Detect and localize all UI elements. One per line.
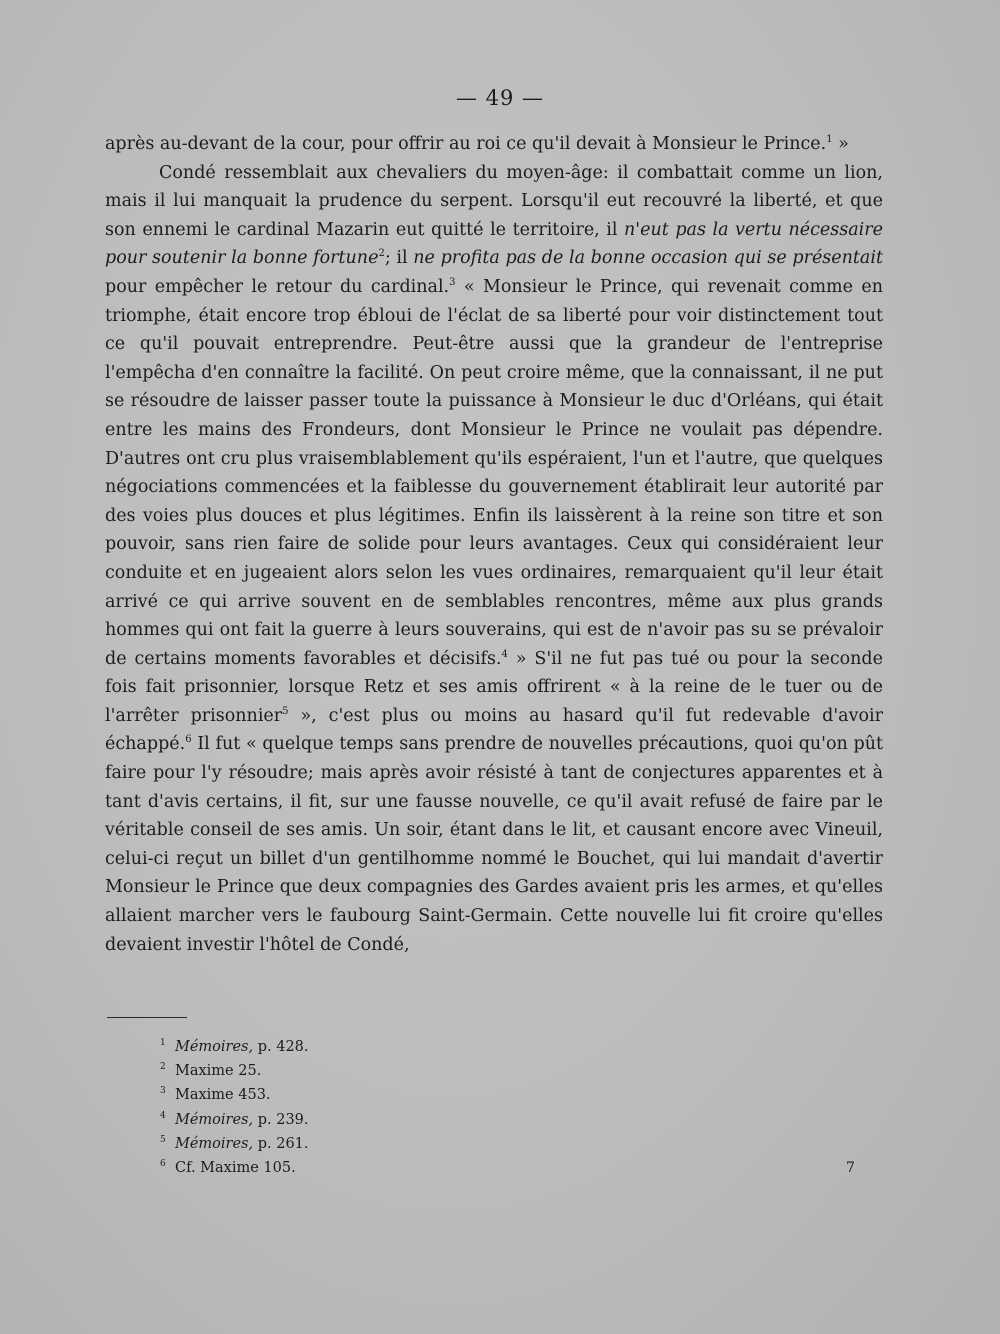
footnote-mark: 1 [160, 1038, 166, 1048]
footnote-text: p. 261. [253, 1135, 309, 1152]
footnote-source: Mémoires, [175, 1111, 254, 1128]
footnote-text: p. 428. [253, 1038, 309, 1055]
footnote-divider [107, 1017, 187, 1018]
printer-signature-mark: 7 [846, 1160, 855, 1176]
footnote-4 [160, 1106, 560, 1130]
paragraph-2 [105, 159, 883, 960]
text-run: » S'il ne fut pas tué ou pour la seconde fois fait prisonnier, lorsque Retz et ses amis offrirent « à la reine de le tuer ou de l'arrêter prisonnier [105, 648, 883, 726]
footnote-mark: 3 [160, 1086, 166, 1097]
footnote-mark: 6 [160, 1159, 166, 1170]
page-number: — 49 — [455, 86, 545, 110]
footnote-ref: 4 [501, 648, 508, 660]
text-run: ; il [384, 248, 414, 269]
footnote-text: Maxime 25. [175, 1063, 262, 1080]
text-run: « Monsieur le Prince, qui revenait comme en triomphe, était encore trop ébloui de l'éclat de sa liberté pour voir distinctement tout ce qu'il pouvait entreprendre. Peut-être aussi que la grandeur de l'entreprise l'empêcha d'en connaître la facilité. On peut croire même, que la connaissant, il ne put se résoudre de laisser passer toute la puissance à Monsieur le duc d'Orléans, qui était entre les mains des Frondeurs, dont Monsieur le Prince ne voulait pas dépendre. D'autres ont cru plus vraisemblablement qu'ils espéraient, l'un et l'autre, que quelques négociations commencées et la faiblesse du gouvernement établirait leur autorité par des voies plus douces et plus légitimes. Enfin ils laissèrent à la reine son titre et son pouvoir, sans rien faire de solide pour leurs avantages. Ceux qui considéraient leur conduite et en jugeaient alors selon les vues ordinaires, remarquaient qu'il leur était arrivé ce qui arrive souvent en de semblables rencontres, même aux plus grands hommes qui ont fait la guerre à leurs souverains, qui est de n'avoir pas su se prévaloir de certains moments favorables et décisifs. [105, 276, 883, 669]
body-text [105, 130, 883, 959]
text-run: Prince. [763, 134, 827, 154]
footnote-mark: 5 [160, 1134, 166, 1145]
paragraph-1 [105, 130, 883, 159]
footnote-source: Mémoires, [175, 1135, 254, 1152]
text-run: Condé ressemblait aux chevaliers du moyen-âge: il combattait comme un lion, mais il lui manquait la prudence du serpent. Lorsqu'il eut recouvré la liberté, et que son ennemi le cardinal Mazarin eut quitté le territoire, il [105, 162, 883, 240]
text-run: après au-devant de la cour, pour offrir au roi ce qu'il devait à Monsieur le [105, 134, 758, 154]
footnote-mark: 2 [160, 1062, 166, 1073]
text-run: pour empêcher le retour du cardinal. [105, 276, 450, 297]
text-run: », c'est plus ou moins au hasard qu'il fut redevable d'avoir échappé. [105, 705, 883, 755]
text-run: Il fut « quelque temps sans prendre de nouvelles précautions, quoi qu'on pût faire pour l'y résoudre; mais après avoir résisté à tant de conjectures apparentes et à tant d'avis certains, il fit, sur une fausse nouvelle, ce qu'il avait refusé de faire par le véritable conseil de ses amis. Un soir, étant dans le lit, et causant encore avec Vineuil, celui-ci reçut un billet d'un gentilhomme nommé le Bouchet, qui lui mandait d'avertir Monsieur le Prince que deux compagnies des Gardes avaient pris les armes, et qu'elles allaient marcher vers le faubourg Saint-Germain. Cette nouvelle lui fit croire qu'elles devaient investir l'hôtel de Condé, [105, 734, 883, 955]
footnote-3 [160, 1081, 560, 1105]
footnotes [160, 1033, 560, 1178]
footnote-2 [160, 1057, 560, 1081]
footnote-ref: 1 [826, 134, 833, 146]
footnote-ref: 2 [378, 248, 385, 260]
footnote-text: Cf. Maxime 105. [175, 1160, 296, 1176]
footnote-source: Mémoires, [175, 1038, 254, 1055]
footnote-ref: 5 [282, 706, 289, 718]
quote-italic: n'eut pas la vertu nécessaire pour soutenir la bonne fortune [105, 219, 883, 269]
text-run: » [832, 134, 849, 154]
footnote-mark: 4 [160, 1110, 166, 1121]
footnote-text: p. 239. [253, 1111, 309, 1128]
footnote-6 [160, 1154, 560, 1178]
footnote-text: Maxime 453. [175, 1087, 271, 1104]
footnote-ref: 3 [449, 277, 456, 289]
quote-italic: ne profita pas de la bonne occasion qui se présentait [413, 248, 883, 269]
footnote-1 [160, 1033, 560, 1057]
footnote-ref: 6 [185, 734, 192, 746]
footnote-5 [160, 1130, 560, 1154]
